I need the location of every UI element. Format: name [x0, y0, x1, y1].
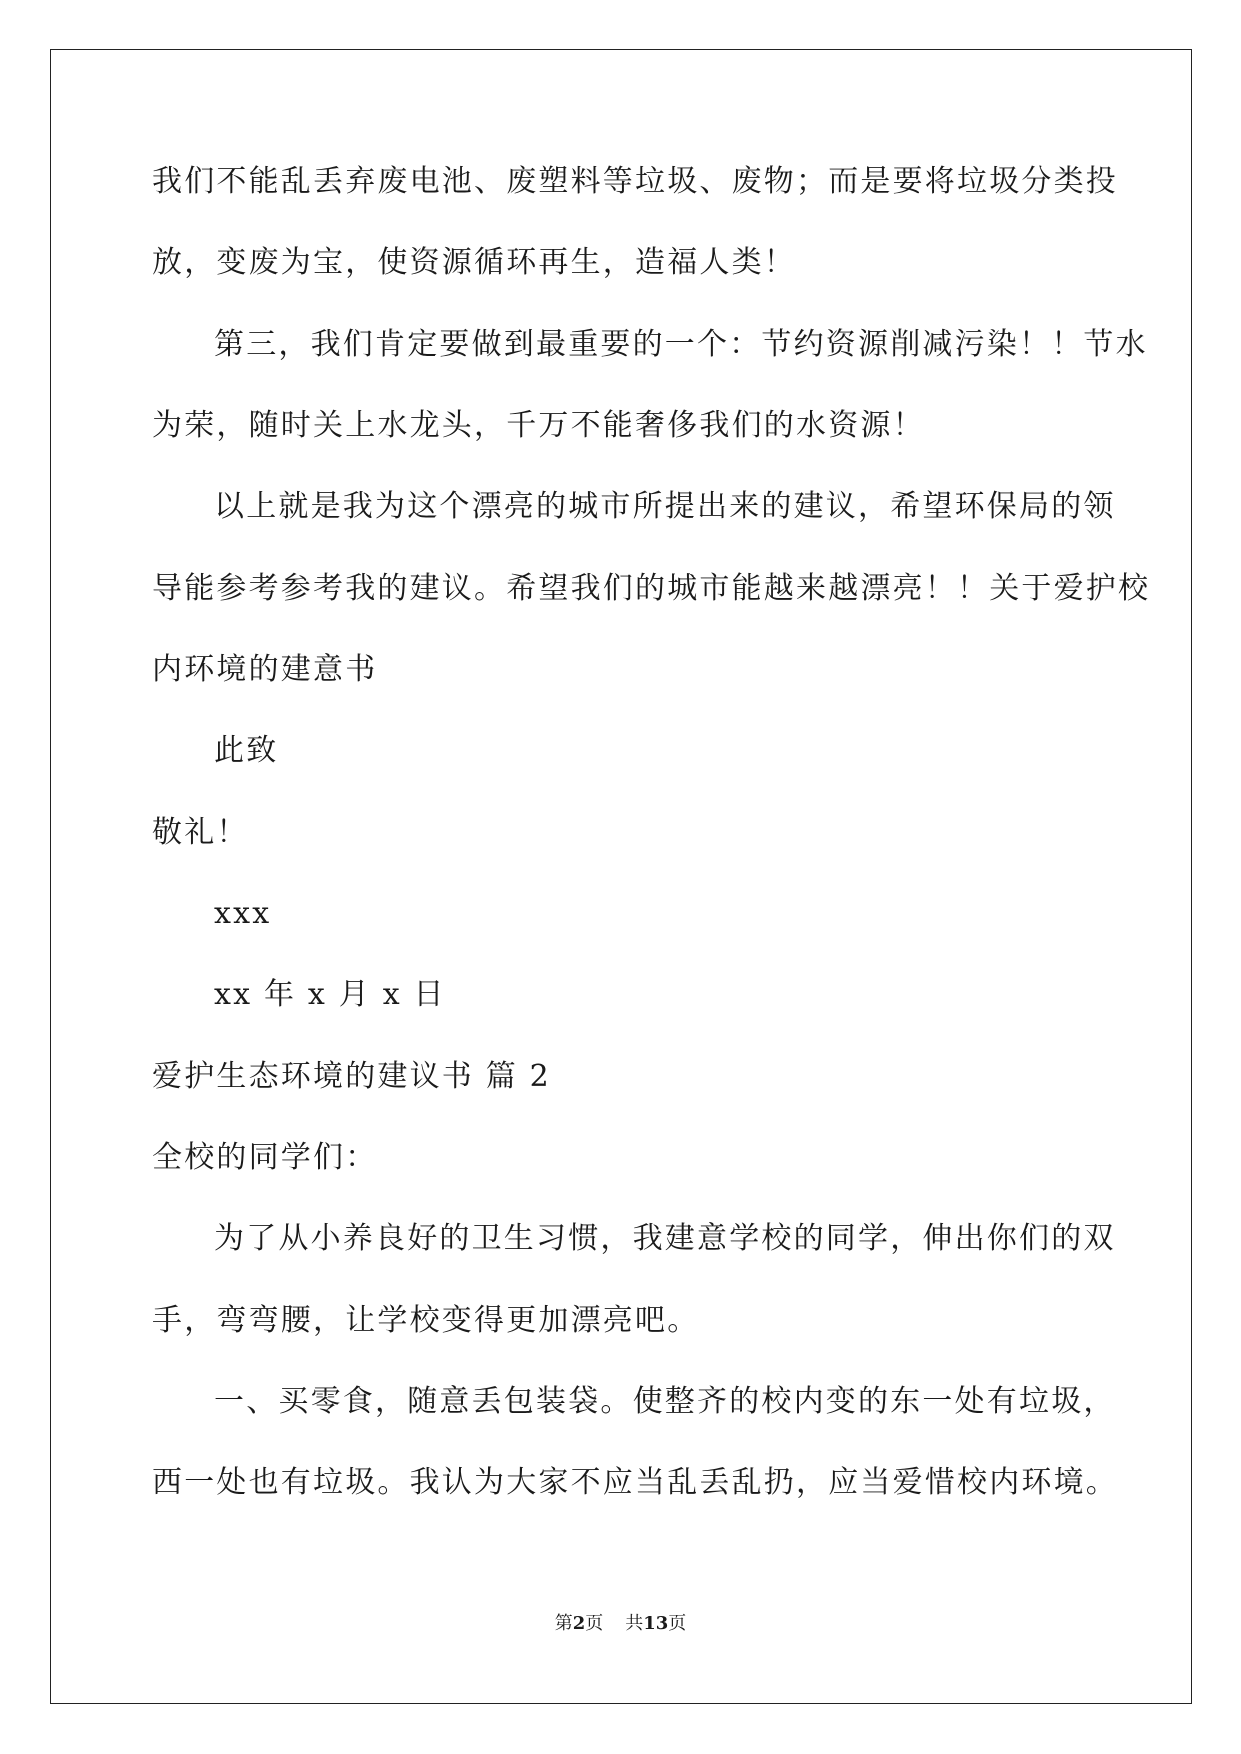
closing-salutation: 此致 — [214, 733, 279, 768]
signature-date: xx 年 x 月 x 日 — [214, 977, 446, 1012]
page-footer — [0, 1612, 1241, 1636]
paragraph-line: 手，弯弯腰，让学校变得更加漂亮吧。 — [152, 1303, 700, 1338]
paragraph-line: 以上就是我为这个漂亮的城市所提出来的建议，希望环保局的领 — [214, 489, 1116, 524]
paragraph-line: 一、买零食，随意丢包装袋。使整齐的校内变的东一处有垃圾， — [214, 1384, 1116, 1419]
paragraph-line: 我们不能乱丢弃废电池、废塑料等垃圾、废物；而是要将垃圾分类投 — [152, 164, 1118, 199]
paragraph-line: 内环境的建意书 — [152, 652, 378, 687]
greeting-line: 全校的同学们： — [152, 1140, 378, 1175]
closing-respect: 敬礼！ — [152, 815, 249, 850]
total-suffix: 页 — [668, 1613, 687, 1634]
paragraph-line: 导能参考参考我的建议。希望我们的城市能越来越漂亮！！关于爱护校 — [152, 571, 1151, 606]
paragraph-line: 为荣，随时关上水龙头，千万不能奢侈我们的水资源！ — [152, 408, 925, 443]
paragraph-line: 西一处也有垃圾。我认为大家不应当乱丢乱扔，应当爱惜校内环境。 — [152, 1465, 1118, 1500]
paragraph-line: 为了从小养良好的卫生习惯，我建意学校的同学，伸出你们的双 — [214, 1221, 1116, 1256]
page-suffix: 页 — [585, 1613, 604, 1634]
paragraph-line: 放，变废为宝，使资源循环再生，造福人类！ — [152, 245, 796, 280]
page-border — [50, 49, 1192, 1704]
page-number: 2 — [572, 1613, 586, 1634]
paragraph-line: 第三，我们肯定要做到最重要的一个：节约资源削减污染！！节水 — [214, 327, 1148, 362]
total-pages: 13 — [643, 1613, 669, 1634]
section-heading: 爱护生态环境的建议书 篇 2 — [152, 1059, 551, 1094]
page-prefix: 第 — [554, 1613, 573, 1634]
signature-name: xxx — [214, 896, 272, 931]
total-prefix: 共 — [625, 1613, 644, 1634]
